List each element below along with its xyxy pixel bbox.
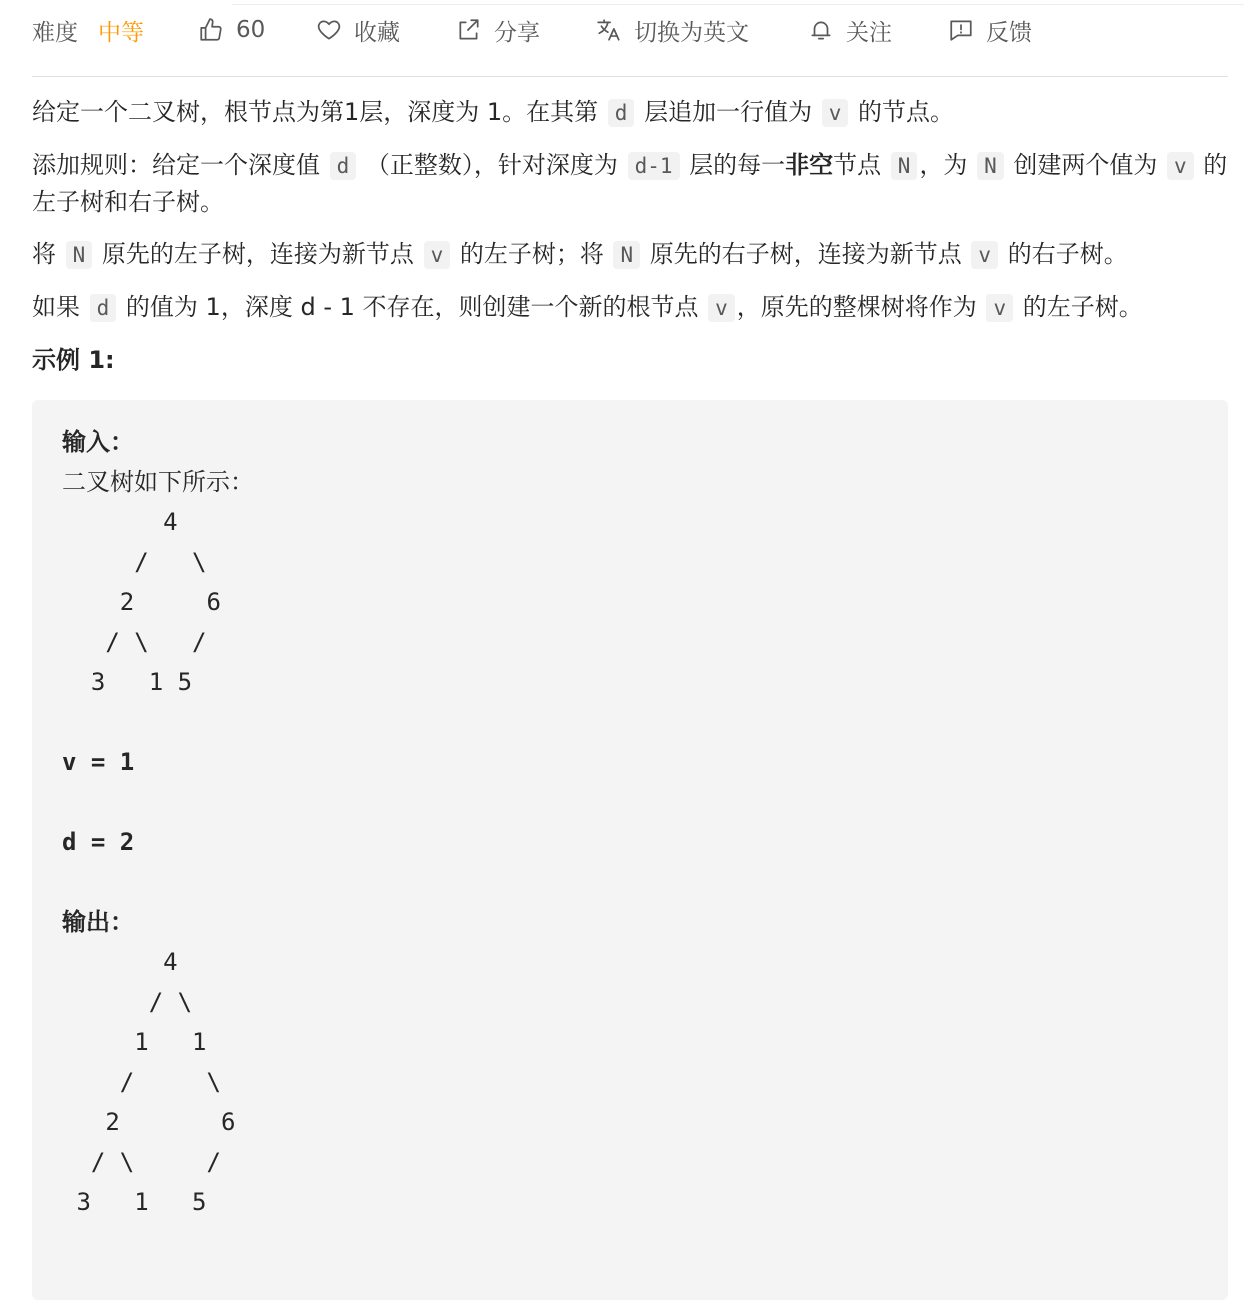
example-line <box>62 862 1198 902</box>
example-line: v = 1 <box>62 748 135 776</box>
toolbar-divider <box>32 76 1228 77</box>
translate-icon <box>596 17 622 43</box>
example-line: / \ <box>62 548 207 576</box>
example-line: d = 2 <box>62 828 135 856</box>
favorite-button[interactable] <box>316 12 400 48</box>
inline-code: v <box>986 294 1013 322</box>
favorite-label: 收藏 <box>354 19 400 46</box>
example-line <box>62 782 1198 822</box>
example-code-block <box>32 400 1228 1300</box>
inline-code: v <box>708 294 735 322</box>
problem-description <box>32 94 1228 1300</box>
example-line: 3 1 5 <box>62 668 193 696</box>
example-line <box>62 702 1198 742</box>
difficulty-label: 难度 <box>32 19 78 46</box>
difficulty <box>32 12 144 48</box>
difficulty-value: 中等 <box>98 19 144 46</box>
inline-code: N <box>977 152 1004 180</box>
share-label: 分享 <box>494 19 540 46</box>
example-line: 1 1 <box>62 1028 207 1056</box>
inline-code: d <box>608 99 635 127</box>
inline-code: v <box>822 99 849 127</box>
inline-code: N <box>891 152 918 180</box>
inline-code: N <box>613 241 640 269</box>
inline-code: d <box>330 152 357 180</box>
example-line: 输出： <box>62 908 134 936</box>
feedback-button[interactable] <box>948 12 1032 48</box>
translate-button[interactable] <box>596 12 749 48</box>
example-line: 二叉树如下所示： <box>62 468 254 496</box>
description-paragraph: 给定一个二叉树，根节点为第1层，深度为 1。在其第 d 层追加一行值为 v 的节点。 <box>32 98 955 126</box>
example-line: 4 <box>62 948 178 976</box>
example-line: 4 <box>62 508 178 536</box>
translate-label: 切换为英文 <box>634 19 749 46</box>
example-heading: 示例 1: <box>32 346 115 374</box>
example-line: 2 6 <box>62 588 221 616</box>
follow-button[interactable] <box>808 12 892 48</box>
inline-code: N <box>66 241 93 269</box>
like-count: 60 <box>236 17 266 43</box>
inline-code: v <box>971 241 998 269</box>
inline-code: v <box>1167 152 1194 180</box>
share-icon <box>456 17 482 43</box>
description-paragraph: 如果 d 的值为 1，深度 d - 1 不存在，则创建一个新的根节点 v ，原先的整棵树将作为 v 的左子树。 <box>32 293 1143 321</box>
question-toolbar <box>0 0 1244 60</box>
example-line: 输入： <box>62 428 134 456</box>
heart-icon <box>316 17 342 43</box>
description-paragraph: 将 N 原先的左子树，连接为新节点 v 的左子树；将 N 原先的右子树，连接为新节点 v 的右子树。 <box>32 240 1128 268</box>
like-button[interactable] <box>198 12 265 48</box>
example-line: / \ / <box>62 1148 221 1176</box>
thumbs-up-icon <box>198 17 224 43</box>
follow-label: 关注 <box>846 19 892 46</box>
inline-code: d <box>90 294 117 322</box>
emphasis-text: 非空 <box>785 151 834 179</box>
example-line: / \ <box>62 1068 221 1096</box>
example-line: / \ <box>62 988 193 1016</box>
example-line: / \ / <box>62 628 207 656</box>
description-paragraph: 添加规则：给定一个深度值 d （正整数），针对深度为 d-1 层的每一非空节点 N ，为 N 创建两个值为 v 的左子树和右子树。 <box>32 151 1228 216</box>
feedback-icon <box>948 17 974 43</box>
bell-icon <box>808 17 834 43</box>
example-line: 2 6 <box>62 1108 236 1136</box>
inline-code: d-1 <box>628 152 680 180</box>
example-line: 3 1 5 <box>62 1188 207 1216</box>
inline-code: v <box>424 241 451 269</box>
share-button[interactable] <box>456 12 540 48</box>
feedback-label: 反馈 <box>986 19 1032 46</box>
